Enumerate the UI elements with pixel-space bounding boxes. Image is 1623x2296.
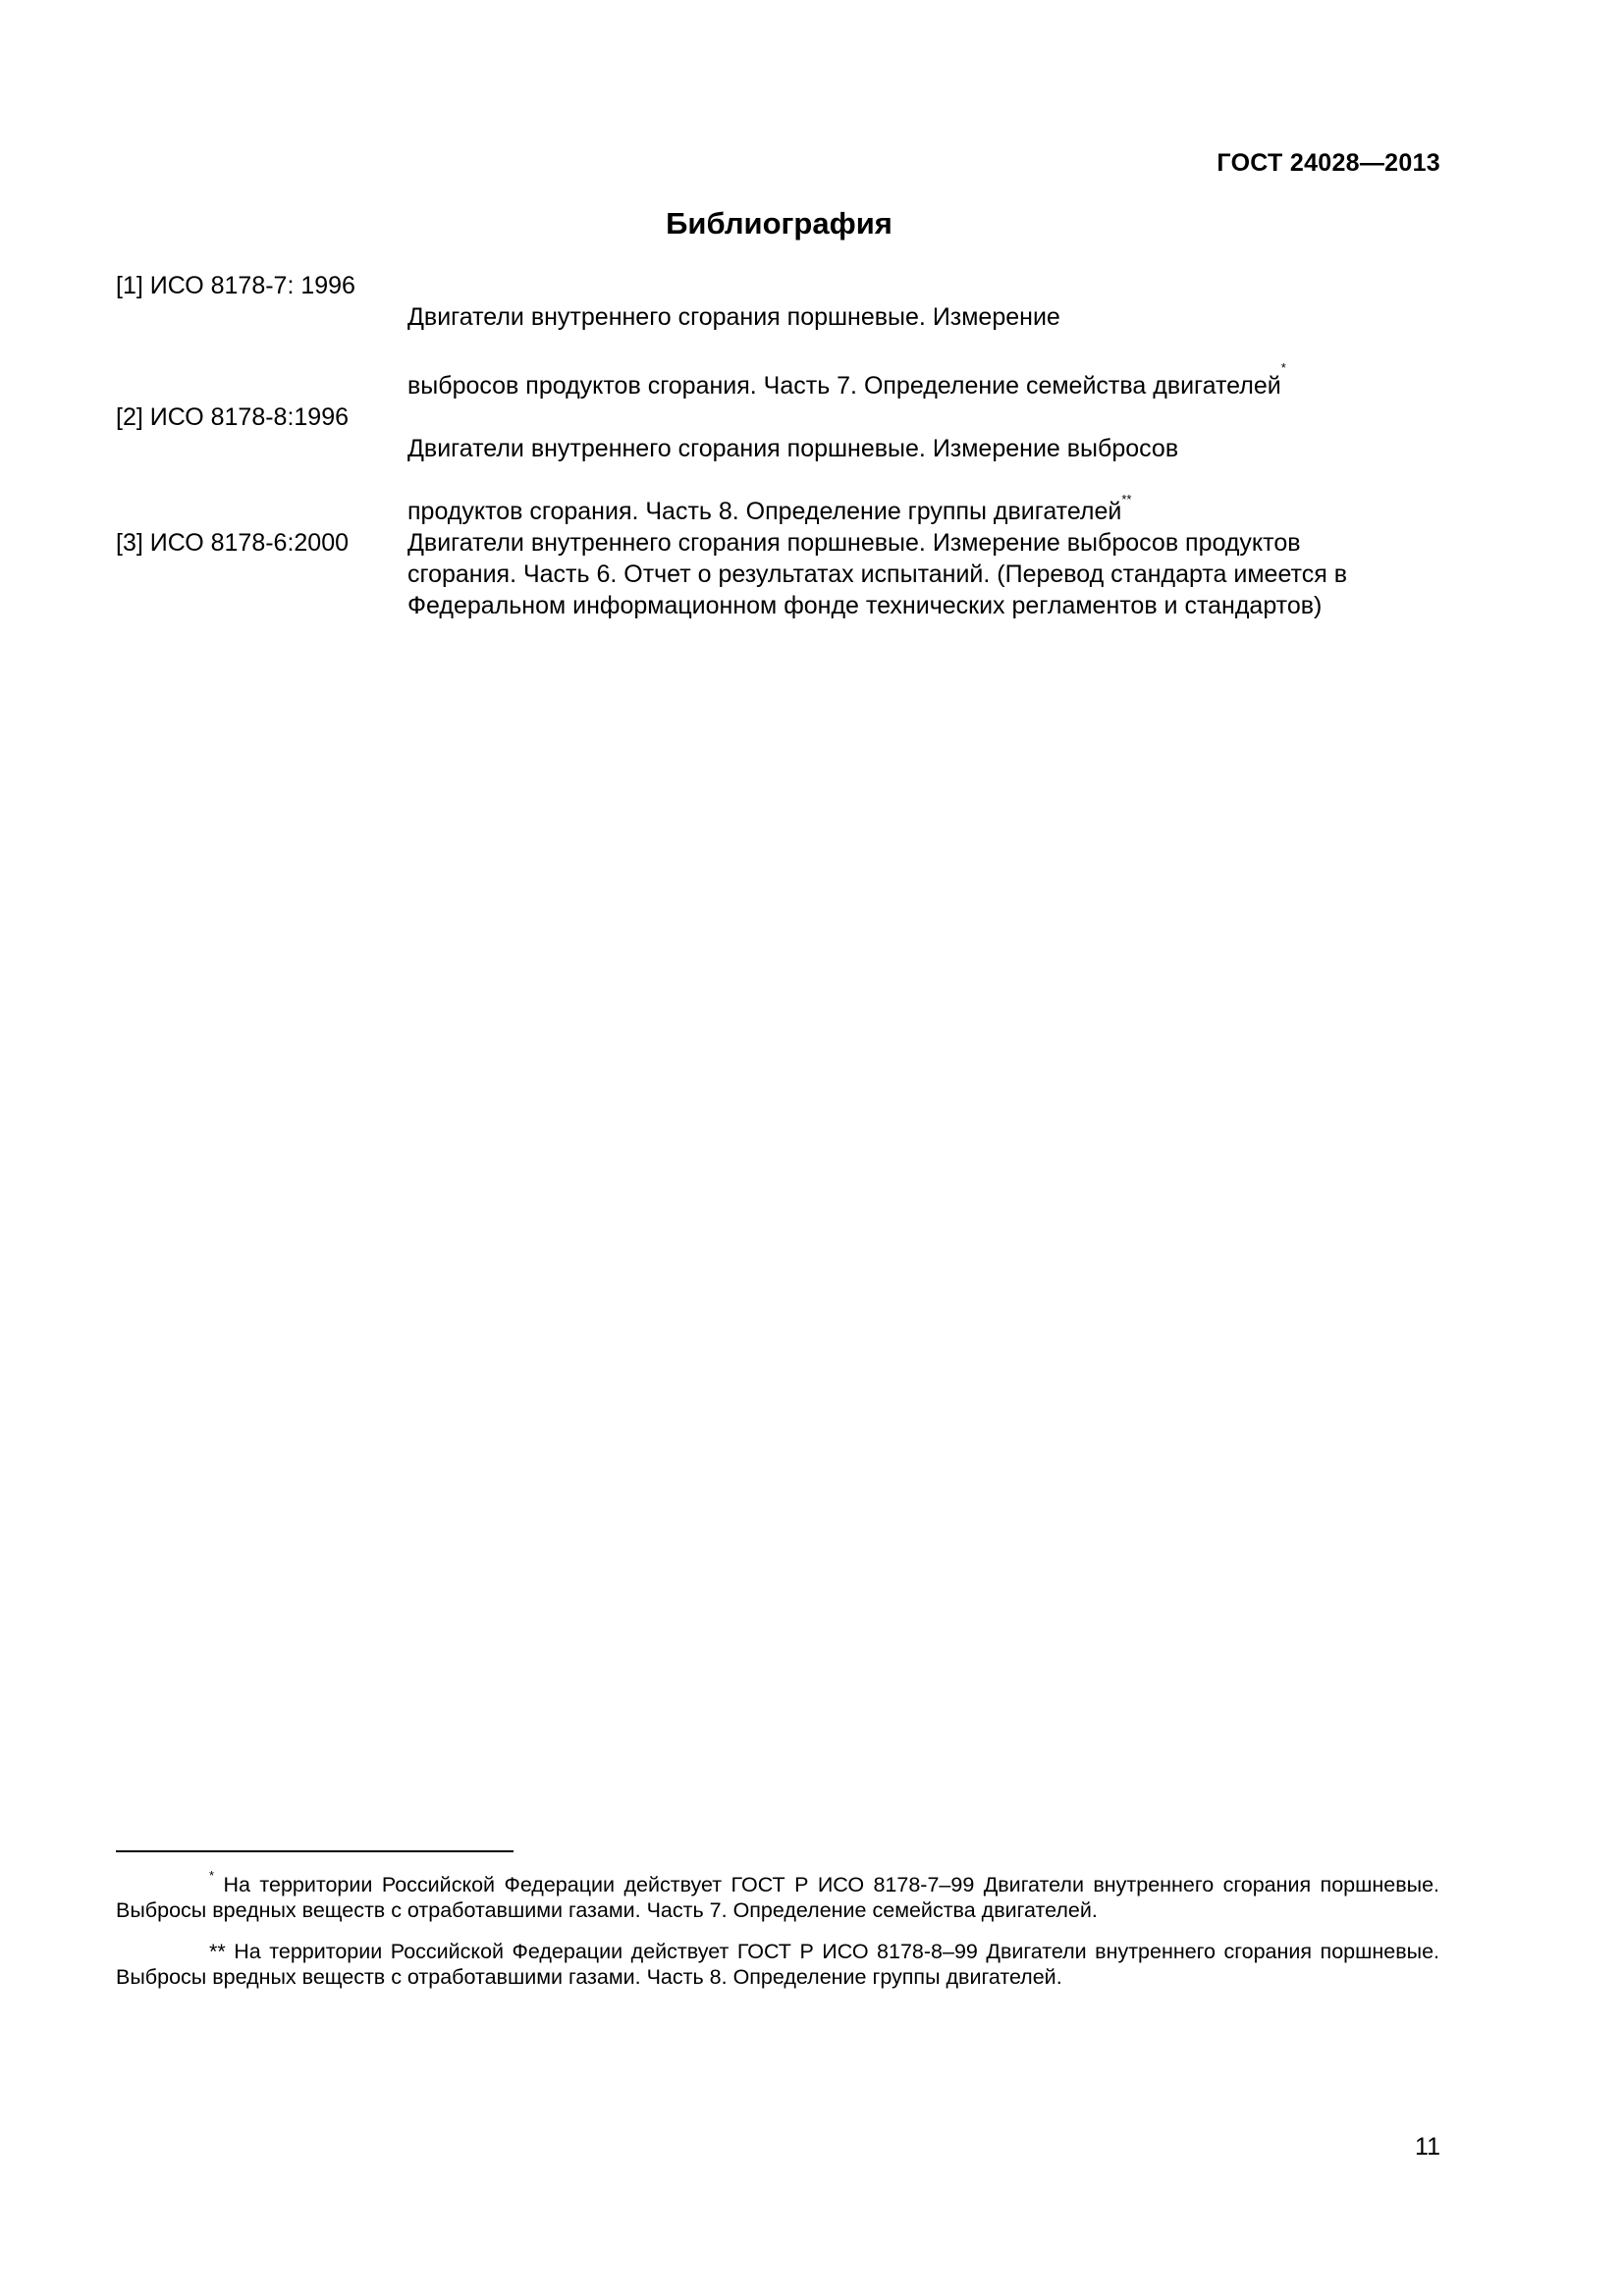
footnote-mark: * — [1280, 360, 1286, 375]
footnote — [116, 1939, 1439, 1990]
bibliography-ref: [3] ИСО 8178-6:2000 — [116, 529, 350, 557]
footnote-text: На территории Российской Федерации действует ГОСТ Р ИСО 8178-8–99 Двигатели внутреннего сгорания поршневые. Выбросы вредных веществ с отработавшими газами. Часть 8. Определение группы двигателей. — [116, 1940, 1439, 1989]
page-title: Библиография — [666, 206, 893, 240]
bibliography-text-line: продуктов сгорания. Часть 8. Определение группы двигателей — [407, 498, 1122, 525]
bibliography-entry — [116, 527, 1451, 621]
bibliography-ref: [2] ИСО 8178-8:1996 — [116, 403, 350, 431]
standard-code-header: ГОСТ 24028—2013 — [1217, 149, 1440, 177]
footnote-mark: * — [209, 1868, 215, 1883]
footnote-text: На территории Российской Федерации действует ГОСТ Р ИСО 8178-7–99 Двигатели внутреннего сгорания поршневые. Выбросы вредных веществ с отработавшими газами. Часть 7. Определение семейства двигателей. — [116, 1873, 1439, 1922]
bibliography-ref: [1] ИСО 8178-7: 1996 — [116, 272, 355, 299]
footnote — [116, 1868, 1439, 1923]
bibliography-text-line: Двигатели внутреннего сгорания поршневые. Измерение выбросов — [407, 435, 1179, 462]
footnotes — [116, 1868, 1439, 1990]
bibliography-list — [116, 270, 1451, 621]
bibliography-entry — [116, 401, 1451, 527]
footnote-mark: ** — [209, 1940, 226, 1963]
footnote-mark: ** — [1121, 492, 1132, 507]
bibliography-text: Двигатели внутреннего сгорания поршневые. Измерение выбросов продуктов сгорания. Часть 6. Отчет о результатах испытаний. (Перевод стандарта имеется в Федеральном информационном фонде технических регламентов и стандартов) — [407, 529, 1347, 619]
bibliography-text-line: Двигатели внутреннего сгорания поршневые. Измерение — [407, 303, 1060, 331]
bibliography-text-line: выбросов продуктов сгорания. Часть 7. Определение семейства двигателей — [407, 372, 1281, 400]
bibliography-text — [407, 401, 1451, 527]
bibliography-entry — [116, 270, 1451, 401]
page-number: 11 — [1415, 2133, 1440, 2161]
footnote-separator — [116, 1850, 514, 1852]
bibliography-text — [407, 270, 1451, 401]
